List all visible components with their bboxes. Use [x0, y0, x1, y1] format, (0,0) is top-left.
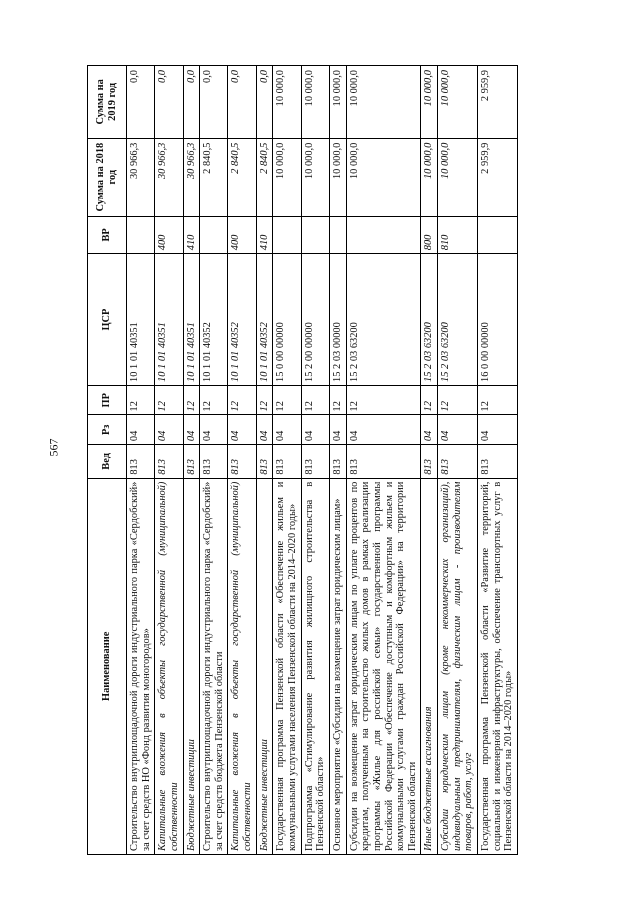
cell-csr: 10 1 01 40352 [228, 254, 256, 386]
table-row [346, 66, 421, 855]
cell-vr: 400 [228, 216, 256, 254]
cell-pr: 12 [301, 385, 329, 415]
cell-csr: 10 1 01 40352 [256, 254, 273, 386]
cell-csr: 15 2 03 63200 [438, 254, 478, 386]
table-row [421, 66, 438, 855]
table-body [127, 66, 518, 855]
cell-sum-2019: 0,0 [256, 66, 273, 139]
cell-name: Основное мероприятие «Субсидии на возмещение затрат юридическим лицам» [329, 478, 346, 854]
cell-vr [301, 216, 329, 254]
table-row [438, 66, 478, 855]
cell-csr: 10 1 01 40352 [200, 254, 228, 386]
cell-ved: 813 [127, 445, 155, 479]
cell-sum-2018: 10 000,0 [301, 138, 329, 216]
cell-name: Строительство внутриплощадочной дороги индустриального парка «Сердобский» за счет средств НО «Фонд развития моногородов» [127, 478, 155, 854]
cell-vr: 410 [183, 216, 200, 254]
cell-name: Строительство внутриплощадочной дороги индустриального парка «Сердобский» за счет средств бюджета Пензенской области [200, 478, 228, 854]
cell-rz: 04 [301, 415, 329, 445]
cell-pr: 12 [421, 385, 438, 415]
cell-sum-2018: 30 966,3 [183, 138, 200, 216]
table-row [273, 66, 301, 855]
table-row [127, 66, 155, 855]
cell-ved: 813 [228, 445, 256, 479]
cell-ved: 813 [438, 445, 478, 479]
cell-vr: 410 [256, 216, 273, 254]
cell-csr: 15 2 03 00000 [329, 254, 346, 386]
cell-sum-2018: 30 966,3 [127, 138, 155, 216]
cell-sum-2019: 10 000,0 [301, 66, 329, 139]
cell-rz: 04 [421, 415, 438, 445]
cell-pr: 12 [200, 385, 228, 415]
cell-vr: 400 [155, 216, 183, 254]
table-row [200, 66, 228, 855]
cell-sum-2019: 2 959,9 [478, 66, 518, 139]
cell-sum-2018: 2 959,9 [478, 138, 518, 216]
cell-sum-2019: 10 000,0 [346, 66, 421, 139]
cell-csr: 15 2 03 63200 [346, 254, 421, 386]
cell-pr: 12 [329, 385, 346, 415]
cell-sum-2019: 10 000,0 [273, 66, 301, 139]
cell-pr: 12 [438, 385, 478, 415]
cell-ved: 813 [478, 445, 518, 479]
cell-name: Подпрограмма «Стимулирование развития жилищного строительства в Пензенской области» [301, 478, 329, 854]
cell-rz: 04 [346, 415, 421, 445]
cell-sum-2019: 10 000,0 [438, 66, 478, 139]
cell-sum-2018: 30 966,3 [155, 138, 183, 216]
cell-sum-2018: 10 000,0 [438, 138, 478, 216]
rotated-table-wrapper [87, 65, 532, 855]
table-row [228, 66, 256, 855]
cell-sum-2019: 10 000,0 [329, 66, 346, 139]
page-number: 567 [46, 438, 61, 457]
cell-sum-2019: 0,0 [127, 66, 155, 139]
cell-name: Государственная программа Пензенской области «Обеспечение жильем и коммунальными услугами населения Пензенской области на 2014–2020 годы» [273, 478, 301, 854]
cell-name: Государственная программа Пензенской области «Развитие территорий, социальной и инженерной инфраструктуры, обеспечение транспортных услуг в Пензенской области на 2014–2020 годы» [478, 478, 518, 854]
cell-csr: 15 2 03 63200 [421, 254, 438, 386]
cell-sum-2019: 0,0 [155, 66, 183, 139]
cell-name: Субсидии юридическим лицам (кроме некоммерческих организаций), индивидуальным предпринимателям, физическим лицам - производителям товаров, работ, услуг [438, 478, 478, 854]
header-name: Наименование [88, 478, 127, 854]
cell-vr: 800 [421, 216, 438, 254]
cell-name: Иные бюджетные ассигнования [421, 478, 438, 854]
cell-name: Капитальные вложения в объекты государственной (муниципальной) собственности [228, 478, 256, 854]
cell-sum-2018: 10 000,0 [329, 138, 346, 216]
cell-rz: 04 [183, 415, 200, 445]
header-sum-2019: Сумма на 2019 год [88, 66, 127, 139]
cell-rz: 04 [478, 415, 518, 445]
cell-pr: 12 [478, 385, 518, 415]
cell-rz: 04 [256, 415, 273, 445]
cell-csr: 16 0 00 00000 [478, 254, 518, 386]
cell-vr [127, 216, 155, 254]
cell-csr: 10 1 01 40351 [183, 254, 200, 386]
cell-name: Капитальные вложения в объекты государственной (муниципальной) собственности [155, 478, 183, 854]
cell-sum-2018: 2 840,5 [200, 138, 228, 216]
cell-pr: 12 [127, 385, 155, 415]
cell-csr: 15 2 00 00000 [301, 254, 329, 386]
header-csr: ЦСР [88, 254, 127, 386]
table-row [478, 66, 518, 855]
cell-ved: 813 [421, 445, 438, 479]
cell-sum-2018: 10 000,0 [421, 138, 438, 216]
cell-pr: 12 [183, 385, 200, 415]
cell-ved: 813 [329, 445, 346, 479]
cell-pr: 12 [155, 385, 183, 415]
cell-vr [346, 216, 421, 254]
budget-table [87, 65, 518, 855]
cell-csr: 15 0 00 00000 [273, 254, 301, 386]
cell-csr: 10 1 01 40351 [127, 254, 155, 386]
cell-ved: 813 [301, 445, 329, 479]
cell-sum-2019: 0,0 [228, 66, 256, 139]
cell-sum-2018: 10 000,0 [273, 138, 301, 216]
cell-rz: 04 [127, 415, 155, 445]
cell-vr: 810 [438, 216, 478, 254]
cell-pr: 12 [346, 385, 421, 415]
cell-ved: 813 [183, 445, 200, 479]
cell-pr: 12 [256, 385, 273, 415]
cell-vr [478, 216, 518, 254]
cell-rz: 04 [438, 415, 478, 445]
table-row [155, 66, 183, 855]
cell-vr [273, 216, 301, 254]
table-row [183, 66, 200, 855]
cell-vr [329, 216, 346, 254]
cell-csr: 10 1 01 40351 [155, 254, 183, 386]
cell-vr [200, 216, 228, 254]
cell-rz: 04 [200, 415, 228, 445]
cell-ved: 813 [273, 445, 301, 479]
table-row [329, 66, 346, 855]
header-vr: ВР [88, 216, 127, 254]
cell-name: Субсидии на возмещение затрат юридическим лицам по уплате процентов по кредитам, полученным на строительство жилых домов в рамках реализации программы «Жилье для российской семьи» государственной программы Российской Федерации «Обеспечение доступным и комфортным жильем и коммунальными услугами граждан Российской Федерации» на территории Пензенской области [346, 478, 421, 854]
cell-rz: 04 [329, 415, 346, 445]
cell-name: Бюджетные инвестиции [256, 478, 273, 854]
header-pr: ПР [88, 385, 127, 415]
header-sum-2018: Сумма на 2018 год [88, 138, 127, 216]
cell-sum-2019: 10 000,0 [421, 66, 438, 139]
table-row [256, 66, 273, 855]
cell-name: Бюджетные инвестиции [183, 478, 200, 854]
cell-sum-2018: 2 840,5 [256, 138, 273, 216]
cell-ved: 813 [200, 445, 228, 479]
cell-ved: 813 [346, 445, 421, 479]
table-header-row [88, 66, 127, 855]
cell-ved: 813 [256, 445, 273, 479]
cell-rz: 04 [273, 415, 301, 445]
cell-rz: 04 [228, 415, 256, 445]
cell-sum-2019: 0,0 [200, 66, 228, 139]
header-rz: Рз [88, 415, 127, 445]
cell-sum-2018: 10 000,0 [346, 138, 421, 216]
cell-sum-2019: 0,0 [183, 66, 200, 139]
cell-pr: 12 [273, 385, 301, 415]
cell-rz: 04 [155, 415, 183, 445]
cell-ved: 813 [155, 445, 183, 479]
cell-sum-2018: 2 840,5 [228, 138, 256, 216]
header-ved: Вед [88, 445, 127, 479]
table-row [301, 66, 329, 855]
cell-pr: 12 [228, 385, 256, 415]
